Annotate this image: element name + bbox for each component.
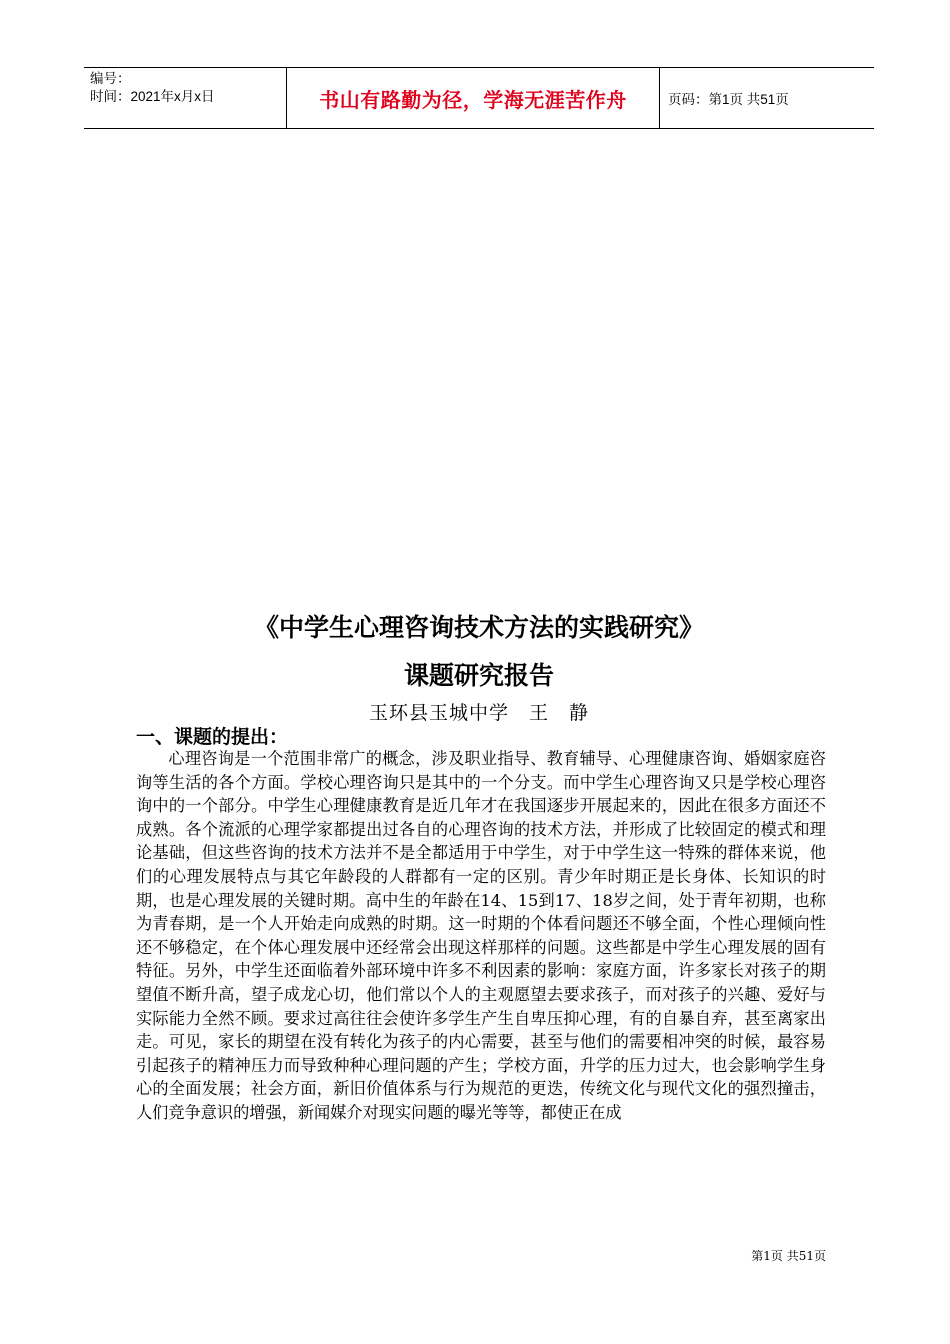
document-title: 《中学生心理咨询技术方法的实践研究》 — [253, 613, 704, 642]
page-header — [84, 67, 874, 129]
header-meta — [84, 68, 286, 128]
document-author: 玉环县玉城中学 王 静 — [368, 702, 589, 724]
document-number-label: 编号： — [90, 71, 131, 86]
document-subtitle: 课题研究报告 — [403, 661, 554, 690]
section-heading: 一、课题的提出： — [136, 726, 289, 748]
header-motto: 书山有路勤为径，学海无涯苦作舟 — [286, 68, 660, 128]
header-page-info: 页码：第1页 共51页 — [668, 92, 789, 107]
page-footer: 第1页 共51页 — [751, 1249, 826, 1263]
body-paragraph: 心理咨询是一个范围非常广的概念，涉及职业指导、教育辅导、心理健康咨询、婚姻家庭咨询等生活的各个方面。学校心理咨询只是其中的一个分支。而中学生心理咨询又只是学校心理咨询中的一个部分。中学生心理健康教育是近几年才在我国逐步开展起来的，因此在很多方面还不成熟。各个流派的心理学家都提出过各自的心理咨询的技术方法，并形成了比较固定的模式和理论基础，但这些咨询的技术方法并不是全都适用于中学生，对于中学生这一特殊的群体来说，他们的心理发展特点与其它年龄段的人群都有一定的区别。青少年时期正是长身体、长知识的时期，也是心理发展的关键时期。高中生的年龄在14、15到17、18岁之间，处于青年初期，也称为青春期，是一个人开始走向成熟的时期。这一时期的个体看问题还不够全面，个性心理倾向性还不够稳定，在个体心理发展中还经常会出现这样那样的问题。这些都是中学生心理发展的固有特征。另外，中学生还面临着外部环境中许多不利因素的影响：家庭方面，许多家长对孩子的期望值不断升高，望子成龙心切，他们常以个人的主观愿望去要求孩子，而对孩子的兴趣、爱好与实际能力全然不顾。要求过高往往会使许多学生产生自卑压抑心理，有的自暴自弃，甚至离家出走。可见，家长的期望在没有转化为孩子的内心需要，甚至与他们的需要相冲突的时候，最容易引起孩子的精神压力而导致种种心理问题的产生；学校方面，升学的压力过大，也会影响学生身心的全面发展；社会方面，新旧价值体系与行为规范的更迭，传统文化与现代文化的强烈撞击，人们竞争意识的增强，新闻媒介对现实问题的曝光等等，都使正在成 — [136, 749, 826, 1122]
document-time-label: 时间：2021年x月x日 — [90, 89, 215, 104]
